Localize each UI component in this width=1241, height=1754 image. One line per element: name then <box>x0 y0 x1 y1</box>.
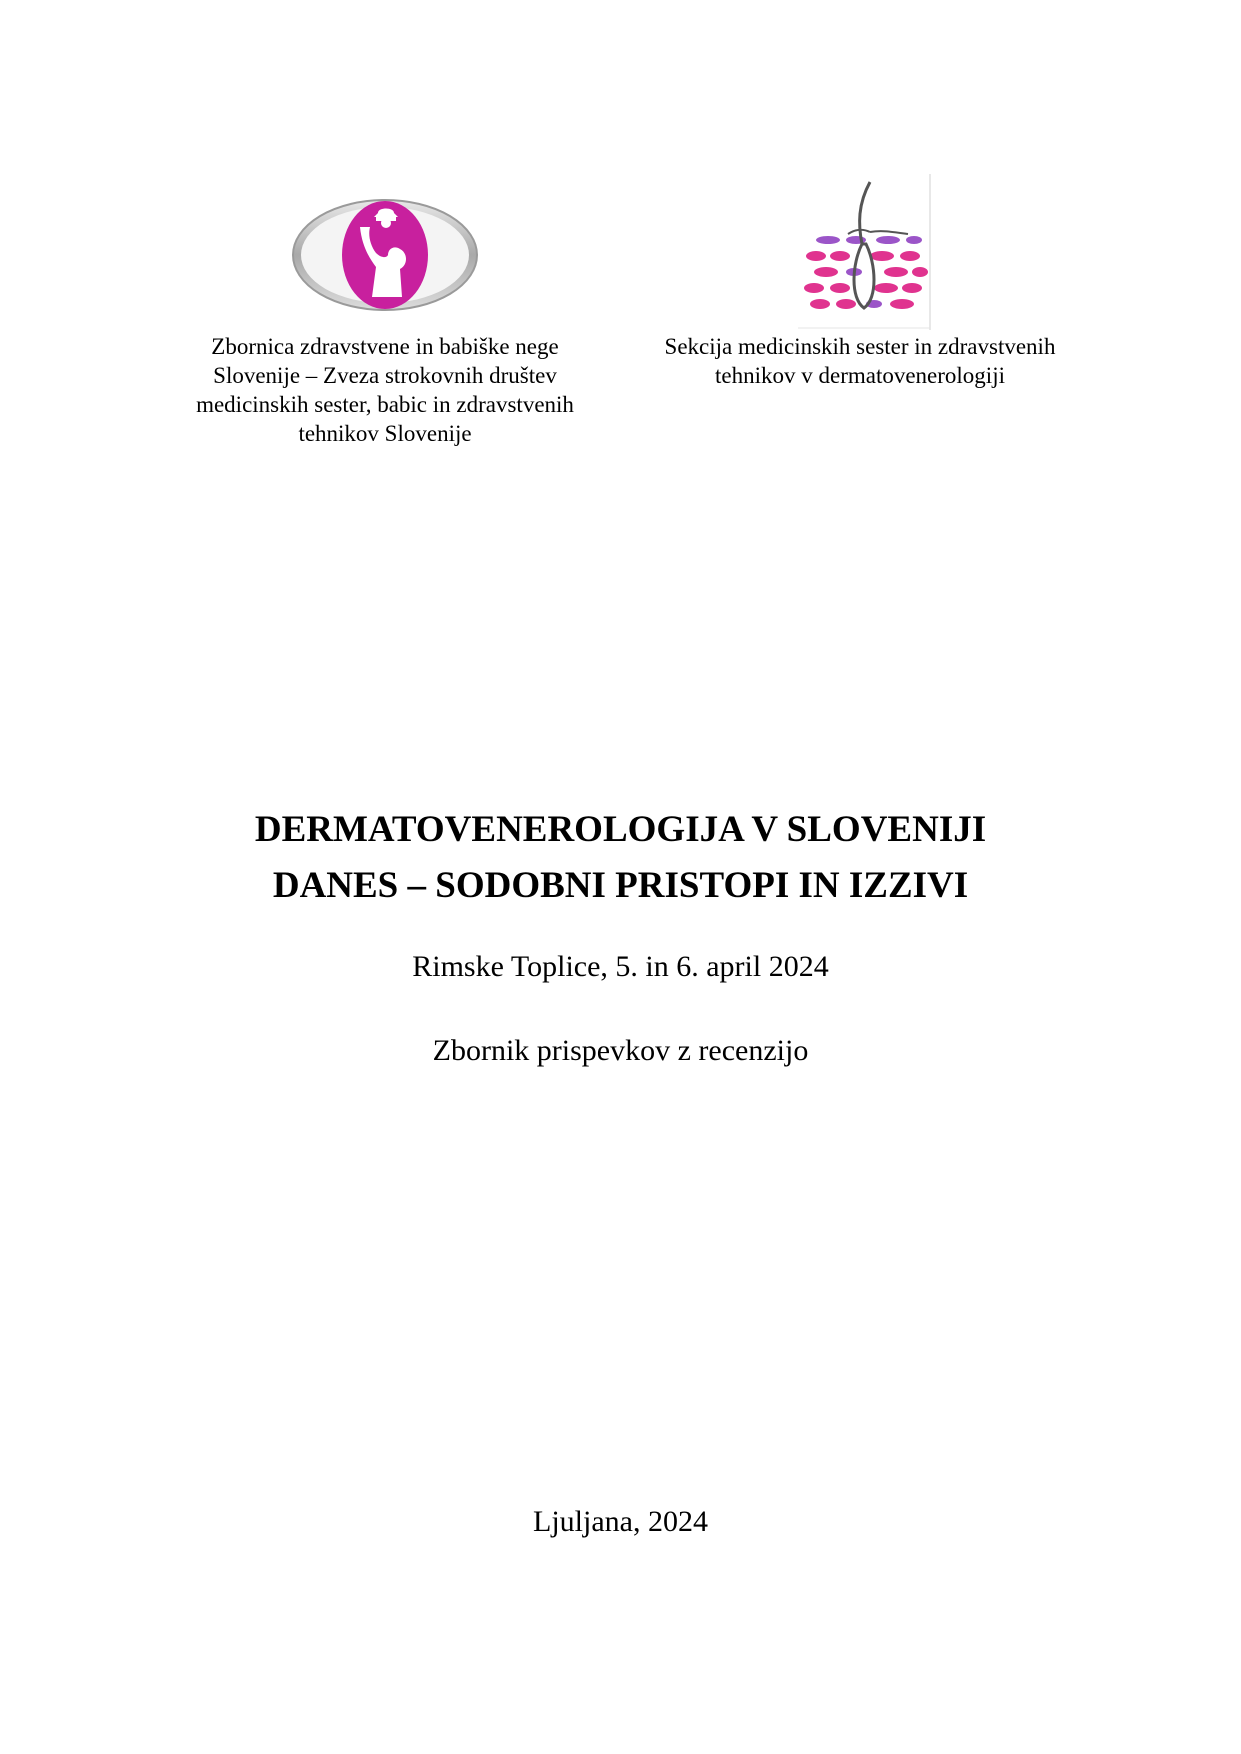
publication-city-year: Ljuljana, 2024 <box>533 1505 708 1538</box>
title-line-2: DANES – SODOBNI PRISTOPI IN IZZIVI <box>272 865 969 906</box>
org-left-line: tehnikov Slovenije <box>298 421 472 446</box>
org-right-line: Sekcija medicinskih sester in zdravstvenih <box>664 334 1056 359</box>
organization-right-name <box>640 332 1080 390</box>
event-place-date: Rimske Toplice, 5. in 6. april 2024 <box>412 950 829 983</box>
title-line-1: DERMATOVENEROLOGIJA V SLOVENIJI <box>254 809 987 850</box>
org-right-line: tehnikov v dermatovenerologiji <box>715 363 1005 388</box>
org-left-line: medicinskih sester, babic in zdravstvenih <box>196 392 574 417</box>
skin-hair-follicle-icon <box>778 174 932 330</box>
publication-kind: Zbornik prispevkov z recenzijo <box>432 1034 809 1067</box>
nurse-logo-icon <box>290 197 480 313</box>
document-title <box>0 802 1241 914</box>
org-left-line: Slovenije – Zveza strokovnih društev <box>213 363 557 388</box>
org-left-line: Zbornica zdravstvene in babiške nege <box>211 334 559 359</box>
organization-left-name <box>170 332 600 448</box>
